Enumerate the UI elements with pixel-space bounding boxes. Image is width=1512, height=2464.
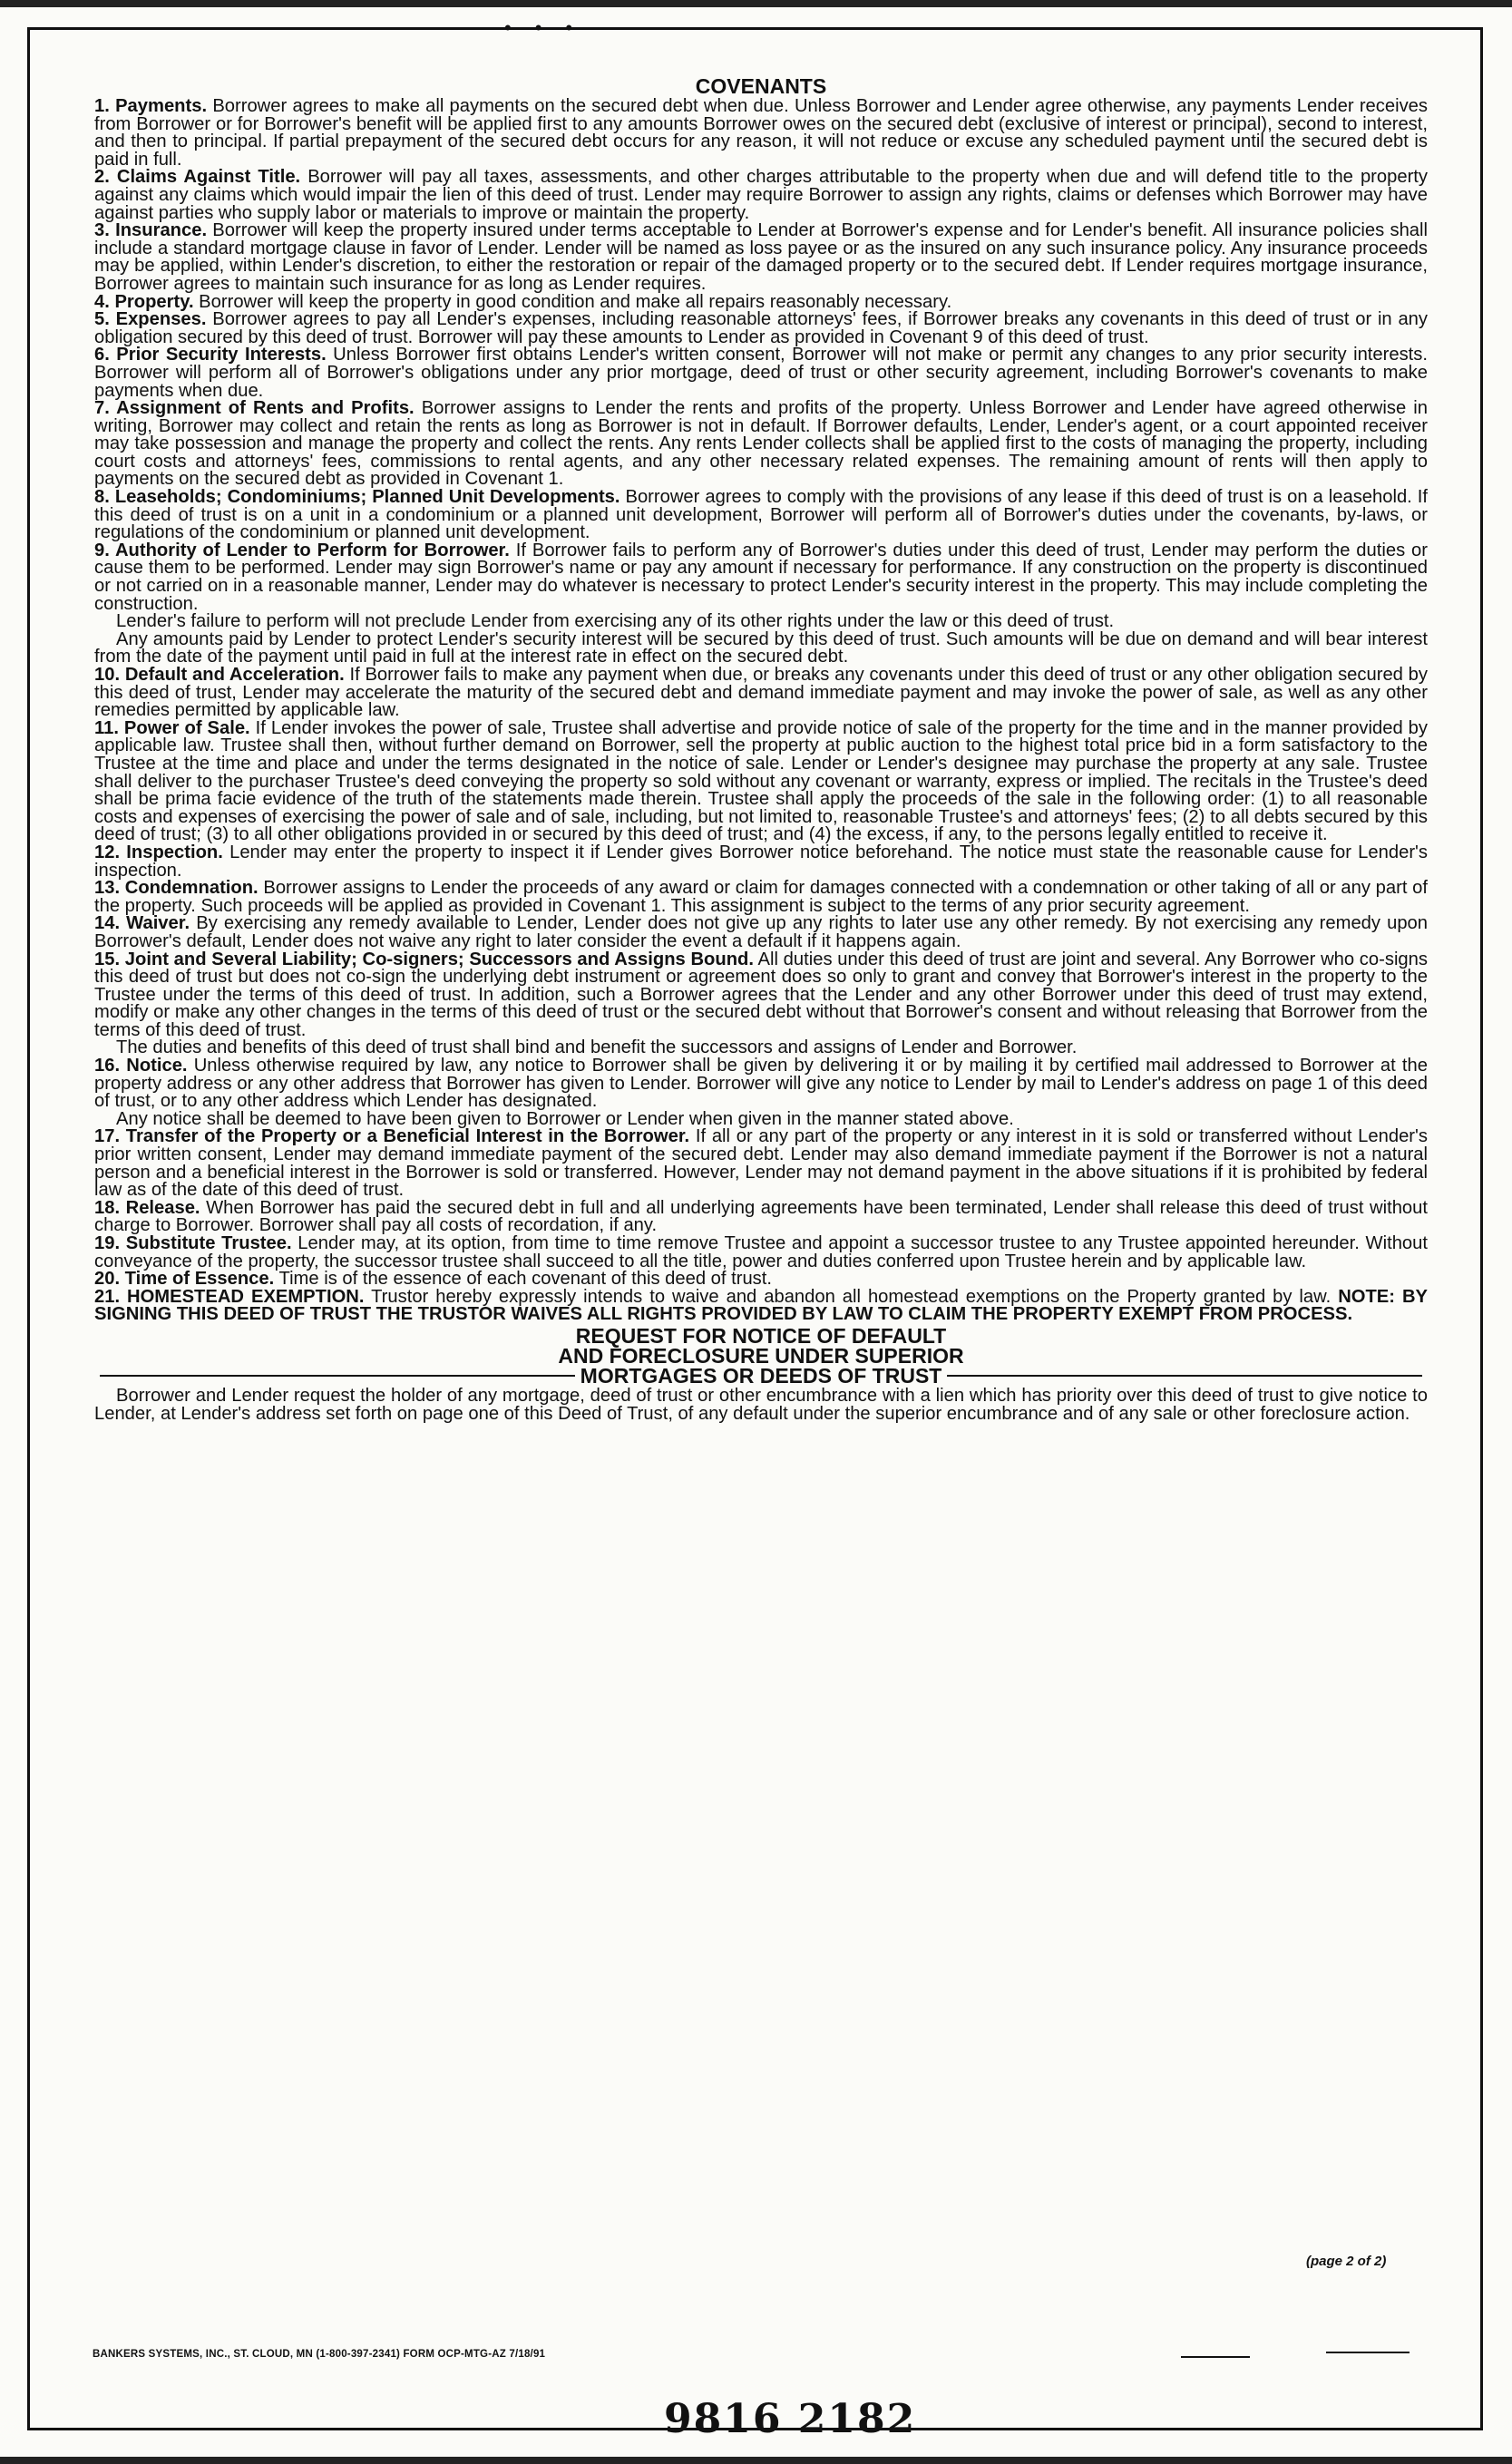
page-number-note: (page 2 of 2) [1306, 2254, 1387, 2269]
covenant-text: When Borrower has paid the secured debt in full and all underlying agreements have been terminated, Lender shall release this deed of trust without charge to Borrower. Borrower shall pay all costs of recordation, if any. [94, 1197, 1428, 1236]
covenant-text: If Borrower fails to perform any of Borrower's duties under this deed of trust, Lender may perform the duties or cause them to be performed. Lender may sign Borrower's name or pay any amount if necessary for performance. If any construction on the property is discontinued or not carried on in a reasonable manner, Lender may do whatever is necessary to protect Lender's security interest in the property. This may include completing the construction. [94, 540, 1428, 614]
request-heading-line3-row [94, 1363, 1428, 1388]
covenants-list [94, 98, 1428, 1324]
covenant-text: Lender may enter the property to inspect it if Lender gives Borrower notice beforehand. The notice must state the reasonable cause for Lender's inspection. [94, 842, 1428, 881]
covenant-text: Time is of the essence of each covenant of this deed of trust. [274, 1269, 772, 1290]
request-heading-line1: REQUEST FOR NOTICE OF DEFAULT [575, 1323, 947, 1348]
covenant-paragraph [94, 489, 1428, 542]
left-rule [100, 1375, 575, 1377]
covenant-paragraph [94, 628, 1428, 667]
scan-marks: ••• [504, 16, 597, 39]
covenant-text: Any amounts paid by Lender to protect Lender's security interest will be secured by this deed of trust. Such amounts will be due on demand and will bear interest from the date of the payment until paid in full at the interest rate in effect on the secured debt. [94, 628, 1428, 667]
covenant-label: 12. Inspection. [94, 842, 223, 862]
covenant-text: Borrower assigns to Lender the rents and profits of the property. Unless Borrower and Lender have agreed otherwise in writing, Borrower may collect and retain the rents as long as Borrower is not in default. If Borrower defaults, Lender, Lender's agent, or a court appointed receiver may take possession and manage the property and collect the rents. Any rents Lender collects shall be applied first to the costs of managing the property, including court costs and attorneys' fees, commissions to rental agents, and any other necessary related expenses. The remaining amount of rents will then apply to payments on the secured debt as provided in Covenant 1. [94, 398, 1428, 490]
form-footer: BANKERS SYSTEMS, INC., ST. CLOUD, MN (1-800-397-2341) FORM OCP-MTG-AZ 7/18/91 [93, 2349, 546, 2360]
covenant-label: 17. Transfer of the Property or a Beneficial Interest in the Borrower. [94, 1126, 690, 1147]
covenants-heading: COVENANTS [695, 74, 827, 98]
covenant-paragraph [94, 951, 1428, 1040]
covenant-text: Unless otherwise required by law, any notice to Borrower shall be given by delivering it or by mailing it by certified mail addressed to Borrower at the property address or any other address that Borrower has given to Lender. Borrower will give any notice to Lender by mail to Lender's address on page 1 of this deed of trust, or to any other address which Lender has designated. [94, 1056, 1428, 1112]
covenant-label: 3. Insurance. [94, 220, 208, 241]
covenant-text: Lender may, at its option, from time to time remove Trustee and appoint a successor trustee to any Trustee appointed hereunder. Without conveyance of the property, the successor trustee shall succeed to all the title, power and duties conferred upon Trustee herein and by applicable law. [94, 1233, 1428, 1271]
covenant-text: If Borrower fails to make any payment when due, or breaks any covenants under this deed of trust or any other obligation secured by this deed of trust, Lender may accelerate the maturity of the secured debt and demand immediate payment and may invoke the power of sale, as well as any other remedies permitted by applicable law. [94, 665, 1428, 721]
covenant-paragraph [94, 1057, 1428, 1111]
covenant-label: 4. Property. [94, 291, 194, 312]
scan-edge-top [0, 0, 1512, 7]
covenant-label: 11. Power of Sale. [94, 717, 250, 738]
covenant-label: 2. Claims Against Title. [94, 167, 301, 188]
covenant-text: If Lender invokes the power of sale, Trustee shall advertise and provide notice of sale of the property for the time and in the manner provided by applicable law. Trustee shall then, without further demand on Borrower, sell the property at public auction to the highest total price bid in a form satisfactory to the Trustee at the time and place and under the terms designated in the notice of sale. Lender or Lender's designee may purchase the property at any sale. Trustee shall deliver to the purchaser Trustee's deed conveying the property so sold without any covenant or warranty, express or implied. The recitals in the Trustee's deed shall be prima facie evidence of the truth of the statements made therein. Trustee shall apply the proceeds of the sale in the following order: (1) to all reasonable costs and expenses of exercising the power of sale and of sale, including, but not limited to, reasonable Trustee's and attorneys' fees; (2) to all debts secured by this deed of trust; (3) to all other obligations provided in or secured by this deed of trust; and (4) the excess, if any, to the persons legally entitled to receive it. [94, 717, 1428, 845]
right-rule [947, 1375, 1422, 1377]
covenant-label: 15. Joint and Several Liability; Co-signers; Successors and Assigns Bound. [94, 949, 754, 969]
covenant-text: Borrower will keep the property insured under terms acceptable to Lender at Borrower's expense and for Lender's benefit. All insurance policies shall include a standard mortgage clause in favor of Lender. Lender will be named as loss payee or as the insured on any such insurance policy. Any insurance proceeds may be applied, within Lender's discretion, to either the restoration or repair of the damaged property or to the secured debt. If Lender requires mortgage insurance, Borrower agrees to maintain such insurance for as long as Lender requires. [94, 220, 1428, 294]
covenant-text: Borrower will keep the property in good condition and make all repairs reasonably necessary. [193, 291, 952, 312]
covenant-label: 14. Waiver. [94, 913, 190, 934]
covenant-label: 5. Expenses. [94, 309, 207, 330]
request-heading-line2: AND FORECLOSURE UNDER SUPERIOR [558, 1343, 964, 1368]
covenant-label: 1. Payments. [94, 96, 208, 116]
handwritten-reference-number: 9816 2182 [664, 2396, 917, 2442]
covenant-label: 18. Release. [94, 1197, 200, 1218]
covenant-label: 10. Default and Acceleration. [94, 665, 345, 685]
covenant-text: Borrower agrees to comply with the provisions of any lease if this deed of trust is on a leasehold. If this deed of trust is on a unit in a condominium or a planned unit development, Borrower will perform all of Borrower's duties under the covenants, by-laws, or regulations of the condominium or planned unit development. [94, 487, 1428, 543]
covenant-text: By exercising any remedy available to Lender, Lender does not give up any rights to later use any other remedy. By not exercising any remedy upon Borrower's default, Lender does not waive any right to later consider the event a default if it happens again. [94, 913, 1428, 951]
covenant-text: Borrower will pay all taxes, assessments, and other charges attributable to the property when due and will defend title to the property against any claims which would impair the lien of this deed of trust. Lender may require Borrower to assign any rights, claims or defenses which Borrower may have against parties who supply labor or materials to improve or maintain the property. [94, 167, 1429, 223]
covenant-label: 16. Notice. [94, 1056, 188, 1076]
covenant-label: 13. Condemnation. [94, 878, 259, 899]
covenant-paragraph [94, 880, 1428, 915]
covenant-label: 21. HOMESTEAD EXEMPTION. [94, 1286, 365, 1307]
scan-edge-bottom [0, 2457, 1512, 2464]
covenant-paragraph [94, 1235, 1428, 1271]
covenant-text: If all or any part of the property or any interest in it is sold or transferred without Lender's prior written consent, Lender may demand immediate payment of the secured debt. Lender may also demand immediate payment if the Borrower is not a natural person and a beneficial interest in the Borrower is sold or transferred. However, Lender may not demand payment in the above situations if it is prohibited by federal law as of the date of this deed of trust. [94, 1126, 1428, 1201]
covenant-paragraph [94, 98, 1428, 169]
covenant-text: All duties under this deed of trust are joint and several. Any Borrower who co-signs this deed of trust but does not co-sign the underlying debt instrument or agreement does so only to grant and convey that Borrower's interest in the property to the Trustee under the terms of this deed of trust. In addition, such a Borrower agrees that the Lender and any other Borrower under this deed of trust may extend, modify or make any other changes in the terms of this deed of trust or the secured debt without that Borrower's consent and without releasing that Borrower from the terms of this deed of trust. [94, 949, 1428, 1040]
covenant-text: The duties and benefits of this deed of trust shall bind and benefit the successors and assigns of Lender and Borrower. [116, 1037, 1078, 1058]
covenant-label: 20. Time of Essence. [94, 1269, 275, 1290]
covenant-label: 7. Assignment of Rents and Profits. [94, 398, 415, 419]
covenant-text: Unless Borrower first obtains Lender's written consent, Borrower will not make or permit any changes to any prior security interests. Borrower will perform all of Borrower's obligations under any prior mortgage, deed of trust or other security agreement, including Borrower's covenants to make payments when due. [94, 345, 1428, 401]
document-body [94, 73, 1428, 1423]
footer-rule [1181, 2356, 1250, 2358]
covenant-label: 6. Prior Security Interests. [94, 345, 327, 365]
covenant-text: Trustor hereby expressly intends to waive and abandon all homestead exemptions on the Property granted by law. [364, 1286, 1339, 1307]
covenant-paragraph [94, 915, 1428, 950]
covenant-text: Borrower agrees to make all payments on the secured debt when due. Unless Borrower and Lender agree otherwise, any payments Lender receives from Borrower or for Borrower's benefit will be applied first to any amounts Borrower owes on the secured debt (exclusive of interest or principal), second to interest, and then to principal. If partial prepayment of the secured debt occurs for any reason, it will not reduce or excuse any scheduled payment until the secured debt is paid in full. [94, 96, 1428, 170]
covenant-paragraph [94, 844, 1428, 880]
covenant-paragraph [94, 542, 1428, 613]
covenant-paragraph [94, 1128, 1428, 1199]
covenant-text: Borrower assigns to Lender the proceeds of any award or claim for damages connected with a condemnation or other taking of all or any part of the property. Such proceeds will be applied as provided in Covenant 1. This assignment is subject to the terms of any prior security agreement. [94, 878, 1428, 916]
covenant-text: Lender's failure to perform will not preclude Lender from exercising any of its other rights under the law or this deed of trust. [116, 611, 1115, 632]
covenant-paragraph [94, 222, 1428, 293]
covenant-label: 8. Leaseholds; Condominiums; Planned Unit Developments. [94, 487, 620, 508]
covenant-paragraph [94, 346, 1428, 400]
covenant-label: 9. Authority of Lender to Perform for Borrower. [94, 540, 510, 560]
covenant-caps-note: NOTE: BY SIGNING THIS DEED OF TRUST THE TRUSTOR WAIVES ALL RIGHTS PROVIDED BY LAW TO CLAIM THE PROPERTY EXEMPT FROM PROCESS. [94, 1286, 1428, 1325]
covenant-paragraph [94, 1197, 1428, 1236]
covenant-paragraph [94, 400, 1428, 489]
request-text: Borrower and Lender request the holder of any mortgage, deed of trust or other encumbrance with a lien which has priority over this deed of trust to give notice to Lender, at Lender's address set forth on page one of this Deed of Trust, of any default under the superior encumbrance and of any sale or other foreclosure action. [94, 1385, 1428, 1424]
request-heading [94, 1323, 1428, 1388]
covenant-label: 19. Substitute Trustee. [94, 1233, 292, 1253]
covenant-paragraph [94, 717, 1428, 845]
request-heading-line3: MORTGAGES OR DEEDS OF TRUST [580, 1363, 942, 1388]
covenant-text: Any notice shall be deemed to have been given to Borrower or Lender when given in the manner stated above. [116, 1108, 1014, 1129]
covenant-paragraph [94, 1286, 1428, 1325]
covenant-paragraph [94, 667, 1428, 720]
covenant-paragraph [94, 169, 1428, 222]
covenant-paragraph [94, 311, 1428, 346]
covenant-text: Borrower agrees to pay all Lender's expenses, including reasonable attorneys' fees, if Borrower breaks any covenants in this deed of trust or in any obligation secured by this deed of trust. Borrower will pay these amounts to Lender as provided in Covenant 9 of this deed of trust. [94, 309, 1428, 347]
footer-rule [1326, 2352, 1410, 2353]
